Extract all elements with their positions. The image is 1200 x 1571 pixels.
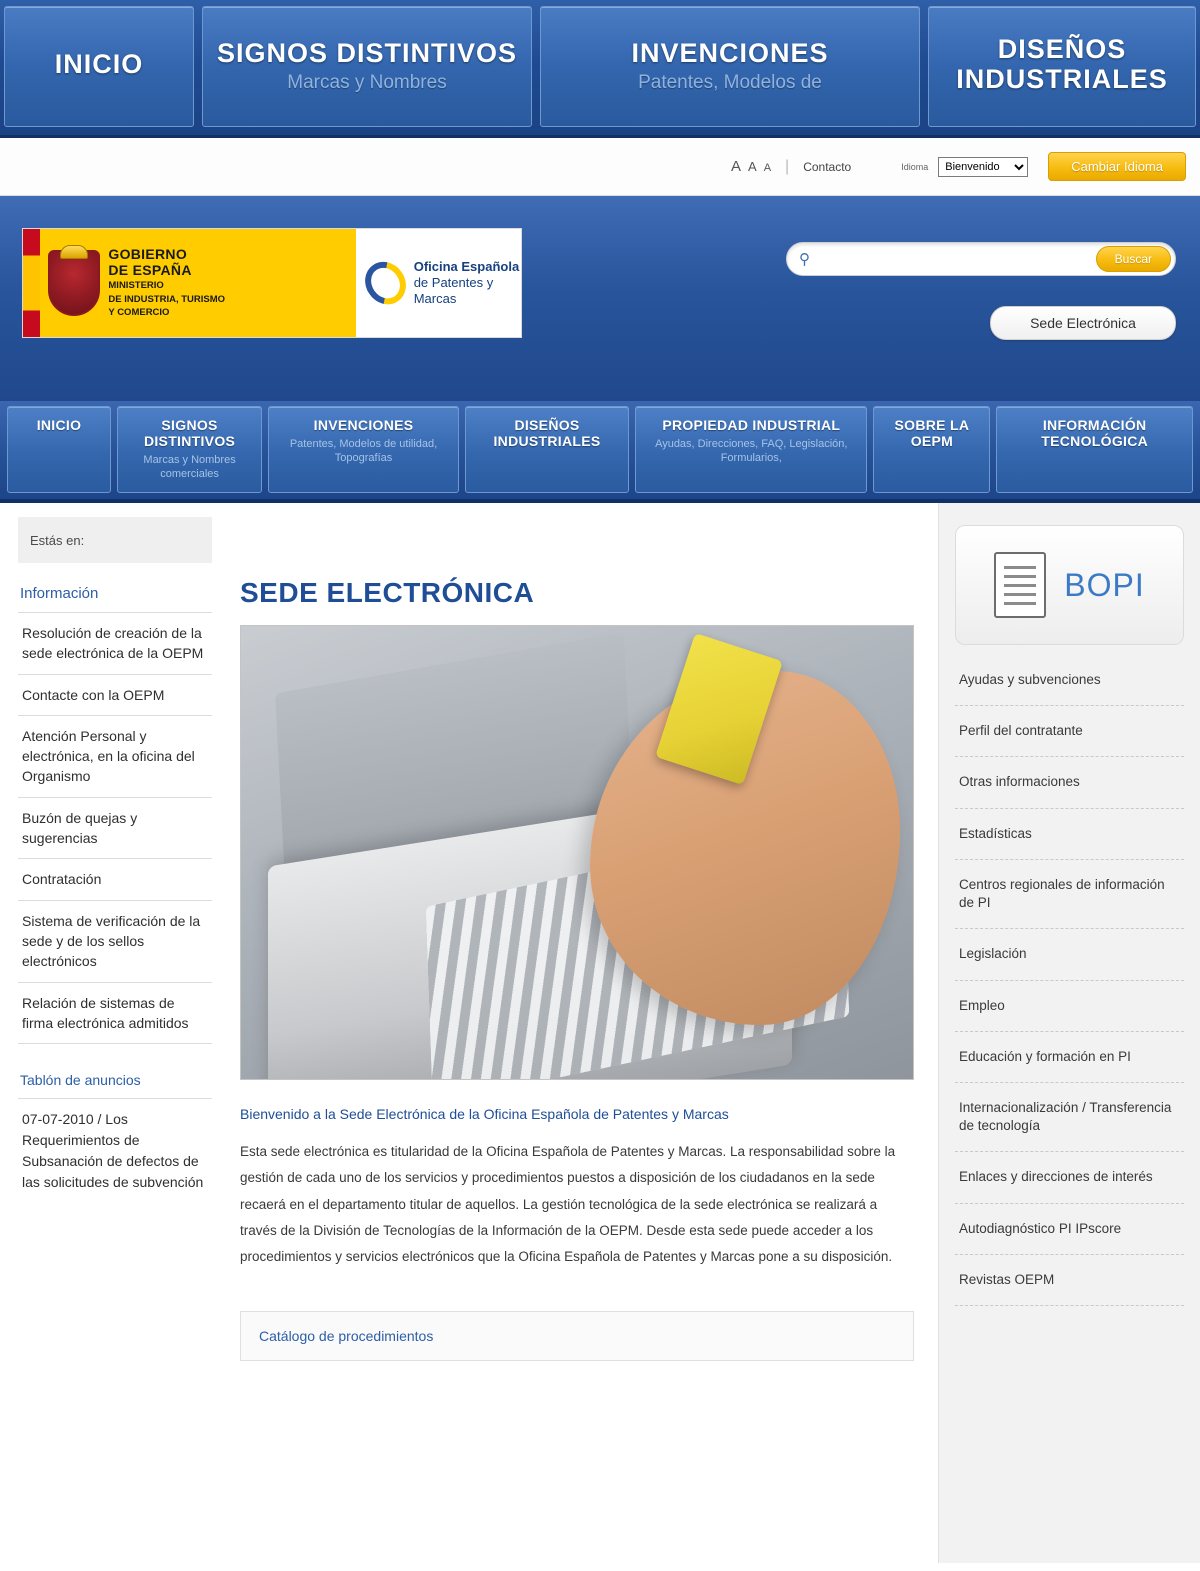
- right-item-autodiagnostico[interactable]: Autodiagnóstico PI IPscore: [955, 1204, 1184, 1255]
- nav-subtitle: Ayudas, Direcciones, FAQ, Legislación, Formularios,: [655, 438, 848, 464]
- topmenu-item-signos-distintivos[interactable]: [202, 6, 532, 127]
- catalogo-procedimientos-link[interactable]: Catálogo de procedimientos: [240, 1311, 914, 1361]
- right-sidebar: [938, 503, 1200, 1563]
- sidebar-item-contacte[interactable]: Contacte con la OEPM: [18, 675, 212, 716]
- bopi-label: BOPI: [1064, 566, 1145, 603]
- sidebar-list: [18, 612, 212, 1044]
- right-item-estadisticas[interactable]: Estadísticas: [955, 809, 1184, 860]
- page-title: SEDE ELECTRÓNICA: [240, 577, 535, 608]
- right-item-revistas-oepm[interactable]: Revistas OEPM: [955, 1255, 1184, 1306]
- topmenu-title: INVENCIONES: [631, 38, 829, 69]
- right-item-enlaces-direcciones[interactable]: Enlaces y direcciones de interés: [955, 1152, 1184, 1203]
- topmenu-subtitle: Marcas y Nombres: [287, 71, 447, 93]
- main-navigation: [0, 401, 1200, 503]
- sidebar-item-buzon-quejas[interactable]: Buzón de quejas y sugerencias: [18, 798, 212, 860]
- oepm-logo: [356, 228, 521, 338]
- tablon-title: Tablón de anuncios: [20, 1072, 141, 1089]
- sede-electronica-button[interactable]: Sede Electrónica: [990, 306, 1176, 340]
- right-item-educacion-formacion[interactable]: Educación y formación en PI: [955, 1032, 1184, 1083]
- nav-title: INVENCIONES: [313, 417, 414, 433]
- ministerio-line3: Y COMERCIO: [108, 307, 170, 319]
- gobierno-logo: [40, 228, 356, 338]
- sidebar-title: Información: [20, 585, 99, 602]
- nav-item-signos-distintivos[interactable]: [117, 406, 262, 493]
- right-item-centros-regionales[interactable]: Centros regionales de información de PI: [955, 860, 1184, 929]
- nav-item-propiedad-industrial[interactable]: [635, 406, 867, 493]
- nav-title: INFORMACIÓN TECNOLÓGICA: [1041, 417, 1149, 450]
- idioma-label: Idioma: [901, 161, 929, 172]
- sidebar-item-atencion-personal[interactable]: Atención Personal y electrónica, en la oficina del Organismo: [18, 716, 212, 798]
- utility-separator: |: [785, 157, 790, 175]
- right-item-legislacion[interactable]: Legislación: [955, 929, 1184, 980]
- nav-subtitle: Patentes, Modelos de utilidad, Topografías: [289, 438, 438, 464]
- nav-item-disenos-industriales[interactable]: [465, 406, 629, 493]
- main-column: [222, 503, 938, 1563]
- welcome-heading: Bienvenido a la Sede Electrónica de la Oficina Española de Patentes y Marcas: [240, 1106, 729, 1122]
- ministerio-line2: DE INDUSTRIA, TURISMO: [108, 293, 226, 305]
- topmenu-title: DISEÑOS INDUSTRIALES: [956, 34, 1168, 94]
- search-icon: ⚲: [799, 251, 810, 268]
- nav-title: PROPIEDAD INDUSTRIAL: [662, 417, 841, 433]
- search-bar[interactable]: [786, 242, 1176, 276]
- cambiar-idioma-button[interactable]: Cambiar Idioma: [1048, 152, 1186, 181]
- nav-title: SOBRE LA OEPM: [894, 417, 970, 450]
- logo-block[interactable]: [22, 228, 522, 338]
- ministerio-line1: MINISTERIO: [108, 280, 164, 292]
- oepm-line1: Oficina Española: [413, 258, 520, 274]
- spain-flag-icon: [23, 228, 40, 338]
- oepm-line2: de Patentes y Marcas: [413, 274, 494, 307]
- topmenu-subtitle: Patentes, Modelos de: [638, 71, 822, 93]
- search-button[interactable]: Buscar: [1096, 246, 1171, 272]
- nav-item-sobre-la-oepm[interactable]: [873, 406, 990, 493]
- right-links-list: [939, 655, 1200, 1306]
- site-header: [0, 196, 1200, 401]
- nav-title: SIGNOS DISTINTIVOS: [143, 417, 236, 450]
- gobierno-line2: DE ESPAÑA: [108, 261, 192, 278]
- nav-title: INICIO: [36, 417, 82, 433]
- intro-paragraph: Esta sede electrónica es titularidad de la Oficina Española de Patentes y Marcas. La responsabilidad sobre la gestión de cada uno de los servicios y procedimientos puestos a disposición de los ciudadanos en la sede recaerá en el departamento titular de aquellos. La gestión tecnológica de la sede electrónica se realizará a través de la División de Tecnologías de la Información de la OEPM. Desde esta sede puede acceder a los procedimientos y servicios electrónicos que la Oficina Española de Patentes y Marcas pone a su disposición.: [240, 1144, 896, 1265]
- topmenu-item-disenos-industriales[interactable]: [928, 6, 1196, 127]
- right-item-perfil-contratante[interactable]: Perfil del contratante: [955, 706, 1184, 757]
- topmenu-title: SIGNOS DISTINTIVOS: [216, 38, 518, 69]
- page-content: [0, 503, 1200, 1563]
- right-item-empleo[interactable]: Empleo: [955, 981, 1184, 1032]
- hero-image: [240, 625, 914, 1080]
- nav-item-inicio[interactable]: [7, 406, 111, 493]
- sidebar-item-resolucion-creacion[interactable]: Resolución de creación de la sede electrónica de la OEPM: [18, 613, 212, 675]
- contacto-link[interactable]: Contacto: [803, 159, 852, 174]
- text-size-controls: [731, 158, 771, 175]
- text-size-large-button[interactable]: A: [731, 158, 742, 175]
- sidebar-item-contratacion[interactable]: Contratación: [18, 859, 212, 900]
- text-size-medium-button[interactable]: A: [748, 159, 757, 174]
- right-item-ayudas-subvenciones[interactable]: Ayudas y subvenciones: [955, 655, 1184, 706]
- nav-item-informacion-tecnologica[interactable]: [996, 406, 1193, 493]
- sidebar-item-sistema-verificacion[interactable]: Sistema de verificación de la sede y de los sellos electrónicos: [18, 901, 212, 983]
- nav-item-invenciones[interactable]: [268, 406, 459, 493]
- breadcrumb: Estás en:: [18, 517, 212, 563]
- top-mega-menu: [0, 0, 1200, 138]
- left-sidebar: [0, 503, 222, 1563]
- topmenu-item-inicio[interactable]: [4, 6, 194, 127]
- topmenu-item-invenciones[interactable]: [540, 6, 920, 127]
- right-item-internacionalizacion[interactable]: Internacionalización / Transferencia de tecnología: [955, 1083, 1184, 1152]
- sidebar-item-firma-electronica[interactable]: Relación de sistemas de firma electrónica admitidos: [18, 983, 212, 1045]
- nav-subtitle: Marcas y Nombres comerciales: [143, 454, 236, 480]
- gobierno-line1: GOBIERNO: [108, 245, 188, 262]
- document-icon: [994, 552, 1046, 618]
- search-input[interactable]: [816, 251, 1096, 268]
- bopi-banner[interactable]: [955, 525, 1184, 645]
- right-item-otras-informaciones[interactable]: Otras informaciones: [955, 757, 1184, 808]
- tablon-item[interactable]: 07-07-2010 / Los Requerimientos de Subsanación de defectos de las solicitudes de subvención: [18, 1098, 212, 1203]
- topmenu-title: INICIO: [54, 48, 144, 79]
- idioma-select[interactable]: [938, 157, 1028, 177]
- oepm-circle-icon: [357, 254, 414, 313]
- utility-bar: [0, 138, 1200, 196]
- nav-title: DISEÑOS INDUSTRIALES: [493, 417, 601, 450]
- text-size-small-button[interactable]: A: [763, 162, 772, 174]
- coat-of-arms-icon: [48, 250, 100, 316]
